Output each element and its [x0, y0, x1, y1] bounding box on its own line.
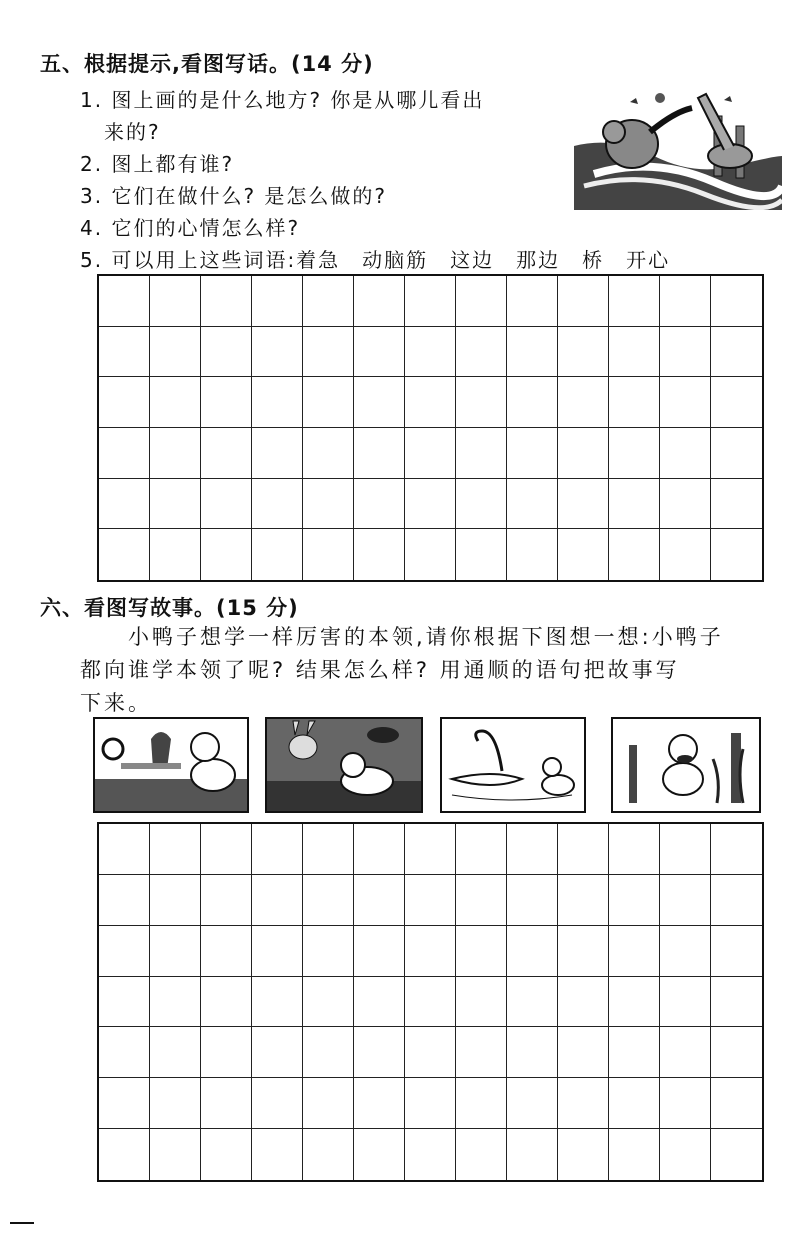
grid-cell[interactable] [558, 428, 609, 479]
grid-cell[interactable] [201, 875, 252, 926]
grid-cell[interactable] [252, 1129, 303, 1180]
grid-cell[interactable] [507, 824, 558, 875]
grid-cell[interactable] [252, 276, 303, 327]
grid-cell[interactable] [201, 377, 252, 428]
prompt-4: 4. 它们的心情怎么样? [80, 216, 301, 240]
grid-cell[interactable] [456, 479, 507, 530]
grid-cell[interactable] [99, 479, 150, 530]
grid-cell[interactable] [558, 1078, 609, 1129]
grid-cell[interactable] [354, 1027, 405, 1078]
grid-cell[interactable] [456, 1027, 507, 1078]
grid-cell[interactable] [456, 1129, 507, 1180]
grid-cell[interactable] [405, 377, 456, 428]
duckling-in-reeds [611, 717, 761, 813]
grid-cell[interactable] [507, 377, 558, 428]
grid-cell[interactable] [609, 824, 660, 875]
grid-cell[interactable] [354, 327, 405, 378]
grid-cell[interactable] [507, 875, 558, 926]
grid-cell[interactable] [354, 926, 405, 977]
grid-cell[interactable] [660, 1129, 711, 1180]
page-footer-mark [10, 1222, 34, 1224]
grid-cell[interactable] [99, 276, 150, 327]
duckling-and-swan [440, 717, 586, 813]
grid-cell[interactable] [354, 276, 405, 327]
grid-cell[interactable] [405, 428, 456, 479]
grid-cell[interactable] [507, 1027, 558, 1078]
grid-cell[interactable] [354, 1129, 405, 1180]
grid-cell[interactable] [558, 529, 609, 580]
grid-cell[interactable] [150, 1129, 201, 1180]
grid-cell[interactable] [303, 977, 354, 1028]
grid-cell[interactable] [609, 1078, 660, 1129]
writing-grid-section6[interactable] [97, 822, 764, 1182]
grid-cell[interactable] [405, 327, 456, 378]
grid-cell[interactable] [456, 327, 507, 378]
grid-cell[interactable] [660, 428, 711, 479]
grid-cell[interactable] [201, 1078, 252, 1129]
grid-cell[interactable] [711, 327, 762, 378]
grid-cell[interactable] [150, 276, 201, 327]
grid-cell[interactable] [150, 1027, 201, 1078]
grid-cell[interactable] [150, 824, 201, 875]
grid-cell[interactable] [201, 1129, 252, 1180]
grid-cell[interactable] [456, 377, 507, 428]
grid-cell[interactable] [405, 529, 456, 580]
grid-cell[interactable] [558, 276, 609, 327]
grid-cell[interactable] [252, 1027, 303, 1078]
grid-cell[interactable] [609, 1129, 660, 1180]
grid-cell[interactable] [201, 529, 252, 580]
grid-cell[interactable] [609, 276, 660, 327]
grid-cell[interactable] [303, 428, 354, 479]
grid-cell[interactable] [660, 377, 711, 428]
grid-cell[interactable] [405, 276, 456, 327]
grid-cell[interactable] [405, 1078, 456, 1129]
grid-cell[interactable] [507, 926, 558, 977]
story-prompt-line-1: 小鸭子想学一样厉害的本领,请你根据下图想一想:小鸭子 [80, 625, 724, 649]
grid-cell[interactable] [660, 1027, 711, 1078]
elephant-giraffe-river-illustration [574, 86, 782, 210]
grid-cell[interactable] [456, 276, 507, 327]
grid-cell[interactable] [711, 1027, 762, 1078]
grid-cell[interactable] [660, 479, 711, 530]
grid-cell[interactable] [303, 926, 354, 977]
grid-cell[interactable] [99, 377, 150, 428]
story-prompt-line-3: 下来。 [80, 691, 152, 715]
grid-cell[interactable] [99, 977, 150, 1028]
writing-grid-section5[interactable] [97, 274, 764, 582]
grid-cell[interactable] [711, 1129, 762, 1180]
grid-cell[interactable] [711, 479, 762, 530]
prompt-5: 5. 可以用上这些词语:着急 动脑筋 这边 那边 桥 开心 [80, 248, 671, 272]
grid-cell[interactable] [558, 926, 609, 977]
grid-cell[interactable] [354, 529, 405, 580]
grid-cell[interactable] [99, 327, 150, 378]
grid-cell[interactable] [150, 327, 201, 378]
grid-cell[interactable] [99, 428, 150, 479]
grid-cell[interactable] [711, 875, 762, 926]
grid-cell[interactable] [456, 824, 507, 875]
grid-cell[interactable] [558, 1027, 609, 1078]
grid-cell[interactable] [252, 875, 303, 926]
story-prompt-line-2: 都向谁学本领了呢? 结果怎么样? 用通顺的语句把故事写 [80, 658, 680, 682]
grid-cell[interactable] [252, 377, 303, 428]
grid-cell[interactable] [150, 977, 201, 1028]
grid-cell[interactable] [99, 875, 150, 926]
grid-cell[interactable] [456, 926, 507, 977]
grid-cell[interactable] [660, 824, 711, 875]
grid-cell[interactable] [507, 1129, 558, 1180]
grid-cell[interactable] [150, 428, 201, 479]
prompt-2: 2. 图上都有谁? [80, 152, 235, 176]
grid-cell[interactable] [558, 377, 609, 428]
grid-cell[interactable] [456, 977, 507, 1028]
grid-cell[interactable] [711, 529, 762, 580]
grid-cell[interactable] [252, 529, 303, 580]
grid-cell[interactable] [609, 1027, 660, 1078]
grid-cell[interactable] [405, 1027, 456, 1078]
grid-cell[interactable] [660, 977, 711, 1028]
grid-cell[interactable] [99, 529, 150, 580]
grid-cell[interactable] [456, 875, 507, 926]
duckling-and-rooster [93, 717, 249, 813]
grid-cell[interactable] [558, 824, 609, 875]
section6-title: 六、看图写故事。(15 分) [40, 596, 299, 620]
grid-cell[interactable] [660, 327, 711, 378]
grid-cell[interactable] [303, 824, 354, 875]
grid-cell[interactable] [660, 529, 711, 580]
grid-cell[interactable] [711, 377, 762, 428]
grid-cell[interactable] [201, 977, 252, 1028]
grid-cell[interactable] [711, 428, 762, 479]
grid-cell[interactable] [609, 377, 660, 428]
grid-cell[interactable] [609, 977, 660, 1028]
grid-cell[interactable] [558, 327, 609, 378]
grid-cell[interactable] [507, 1078, 558, 1129]
grid-cell[interactable] [303, 327, 354, 378]
grid-cell[interactable] [303, 377, 354, 428]
grid-cell[interactable] [201, 327, 252, 378]
grid-cell[interactable] [303, 1078, 354, 1129]
grid-cell[interactable] [660, 875, 711, 926]
grid-cell[interactable] [99, 1129, 150, 1180]
grid-cell[interactable] [609, 428, 660, 479]
grid-cell[interactable] [354, 377, 405, 428]
grid-cell[interactable] [303, 529, 354, 580]
grid-cell[interactable] [252, 926, 303, 977]
grid-cell[interactable] [609, 479, 660, 530]
grid-cell[interactable] [405, 977, 456, 1028]
grid-cell[interactable] [405, 824, 456, 875]
grid-cell[interactable] [252, 479, 303, 530]
grid-cell[interactable] [558, 875, 609, 926]
grid-cell[interactable] [405, 875, 456, 926]
grid-cell[interactable] [354, 824, 405, 875]
grid-cell[interactable] [456, 1078, 507, 1129]
grid-cell[interactable] [711, 977, 762, 1028]
grid-cell[interactable] [507, 428, 558, 479]
grid-cell[interactable] [252, 1078, 303, 1129]
grid-cell[interactable] [252, 428, 303, 479]
grid-cell[interactable] [150, 1078, 201, 1129]
grid-cell[interactable] [150, 479, 201, 530]
grid-cell[interactable] [660, 1078, 711, 1129]
grid-cell[interactable] [201, 276, 252, 327]
duckling-and-rabbit [265, 717, 423, 813]
grid-cell[interactable] [507, 327, 558, 378]
grid-cell[interactable] [354, 875, 405, 926]
grid-cell[interactable] [558, 977, 609, 1028]
grid-cell[interactable] [150, 875, 201, 926]
grid-cell[interactable] [711, 276, 762, 327]
grid-cell[interactable] [660, 276, 711, 327]
grid-cell[interactable] [201, 428, 252, 479]
grid-cell[interactable] [354, 428, 405, 479]
grid-cell[interactable] [354, 977, 405, 1028]
grid-cell[interactable] [252, 977, 303, 1028]
prompt-3: 3. 它们在做什么? 是怎么做的? [80, 184, 388, 208]
grid-cell[interactable] [405, 479, 456, 530]
grid-cell[interactable] [609, 529, 660, 580]
grid-cell[interactable] [303, 479, 354, 530]
grid-cell[interactable] [507, 276, 558, 327]
grid-cell[interactable] [711, 1078, 762, 1129]
grid-cell[interactable] [252, 327, 303, 378]
grid-cell[interactable] [507, 529, 558, 580]
grid-cell[interactable] [303, 1129, 354, 1180]
grid-cell[interactable] [99, 926, 150, 977]
grid-cell[interactable] [201, 479, 252, 530]
section5-title: 五、根据提示,看图写话。(14 分) [40, 52, 374, 76]
grid-cell[interactable] [405, 926, 456, 977]
grid-cell[interactable] [507, 977, 558, 1028]
grid-cell[interactable] [456, 428, 507, 479]
grid-cell[interactable] [660, 926, 711, 977]
grid-cell[interactable] [354, 1078, 405, 1129]
grid-cell[interactable] [99, 1078, 150, 1129]
grid-cell[interactable] [99, 1027, 150, 1078]
grid-cell[interactable] [558, 1129, 609, 1180]
grid-cell[interactable] [507, 479, 558, 530]
grid-cell[interactable] [201, 824, 252, 875]
grid-cell[interactable] [201, 1027, 252, 1078]
grid-cell[interactable] [303, 875, 354, 926]
grid-cell[interactable] [711, 926, 762, 977]
prompt-1-cont: 来的? [104, 120, 161, 144]
grid-cell[interactable] [150, 926, 201, 977]
grid-cell[interactable] [201, 926, 252, 977]
grid-cell[interactable] [711, 824, 762, 875]
grid-cell[interactable] [609, 875, 660, 926]
grid-cell[interactable] [609, 327, 660, 378]
grid-cell[interactable] [303, 1027, 354, 1078]
prompt-1: 1. 图上画的是什么地方? 你是从哪儿看出 [80, 88, 485, 112]
grid-cell[interactable] [150, 529, 201, 580]
grid-cell[interactable] [252, 824, 303, 875]
grid-cell[interactable] [150, 377, 201, 428]
grid-cell[interactable] [609, 926, 660, 977]
grid-cell[interactable] [558, 479, 609, 530]
grid-cell[interactable] [99, 824, 150, 875]
grid-cell[interactable] [456, 529, 507, 580]
grid-cell[interactable] [405, 1129, 456, 1180]
grid-cell[interactable] [303, 276, 354, 327]
grid-cell[interactable] [354, 479, 405, 530]
